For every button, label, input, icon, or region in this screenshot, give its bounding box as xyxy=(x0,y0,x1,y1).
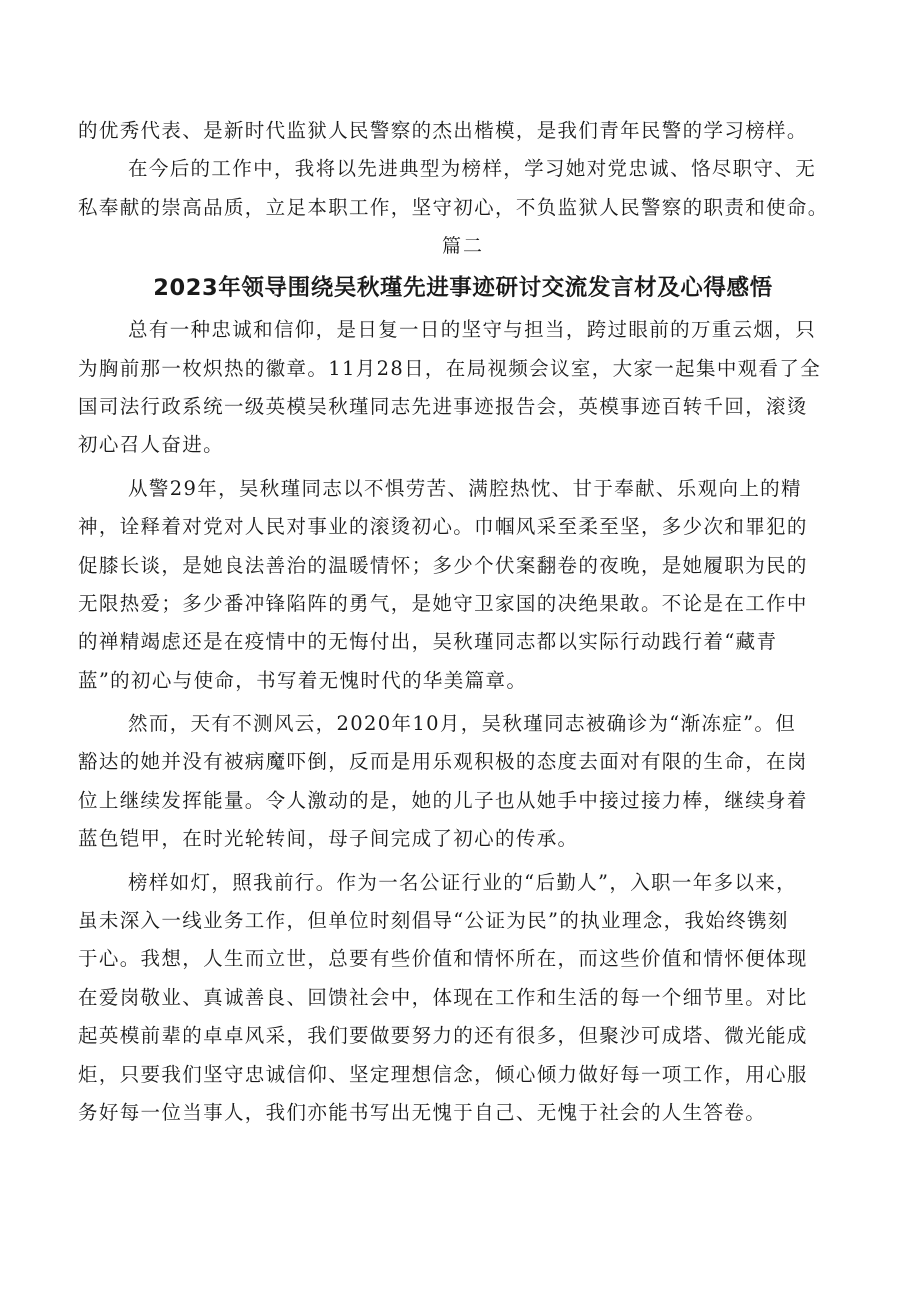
intro-paragraph-2 xyxy=(78,150,848,227)
text-line: 无限热爱；多少番冲锋陷阵的勇气，是她守卫家国的决绝果敢。不论是在工作中 xyxy=(78,591,808,615)
intro-paragraph-1 xyxy=(78,112,848,150)
paragraph-3 xyxy=(78,705,848,859)
section-label: 篇二 xyxy=(441,235,484,258)
text-line: 蓝色铠甲，在时光轮转间，母子间完成了初心的传承。 xyxy=(78,827,579,851)
text-line: 私奉献的崇高品质，立足本职工作，坚守初心，不负监狱人民警察的职责和使命。 xyxy=(78,195,829,219)
text-line: 的禅精竭虑还是在疫情中的无悔付出，吴秋瑾同志都以实际行动践行着“藏青 xyxy=(78,630,778,654)
text-line: 炬，只要我们坚守忠诚信仰、坚定理想信念，倾心倾力做好每一项工作，用心服 xyxy=(78,1062,808,1086)
text-line: 在今后的工作中，我将以先进典型为榜样，学习她对党忠诚、恪尽职守、无 xyxy=(128,157,817,181)
text-line: 起英模前辈的卓卓风采，我们要做要努力的还有很多，但聚沙可成塔、微光能成 xyxy=(78,1024,808,1048)
text-line: 于心。我想，人生而立世，总要有些价值和情怀所在，而这些价值和情怀便体现 xyxy=(78,947,808,971)
text-line: 蓝”的初心与使命，书写着无愧时代的华美篇章。 xyxy=(78,668,528,692)
text-line: 在爱岗敬业、真诚善良、回馈社会中，体现在工作和生活的每一个细节里。对比 xyxy=(78,985,808,1009)
text-line: 从警29年，吴秋瑾同志以不惧劳苦、满腔热忱、甘于奉献、乐观向上的精 xyxy=(128,476,802,500)
text-line: 国司法行政系统一级英模吴秋瑾同志先进事迹报告会，英模事迹百转千回，滚烫 xyxy=(78,394,808,418)
text-line: 位上继续发挥能量。令人激动的是，她的儿子也从她手中接过接力棒，继续身着 xyxy=(78,788,808,812)
text-line: 务好每一位当事人，我们亦能书写出无愧于自己、无愧于社会的人生答卷。 xyxy=(78,1100,767,1124)
text-line: 虽未深入一线业务工作，但单位时刻倡导“公证为民”的执业理念，我始终镌刻 xyxy=(78,909,789,933)
text-line: 促膝长谈，是她良法善治的温暖情怀；多少个伏案翻卷的夜晚，是她履职为民的 xyxy=(78,553,808,577)
text-line: 榜样如灯，照我前行。作为一名公证行业的“后勤人”，入职一年多以来， xyxy=(128,870,797,894)
paragraph-2 xyxy=(78,470,848,700)
text-line: 的优秀代表、是新时代监狱人民警察的杰出楷模，是我们青年民警的学习榜样。 xyxy=(78,119,808,142)
text-line: 神，诠释着对党对人民对事业的滚烫初心。巾帼风采至柔至坚，多少次和罪犯的 xyxy=(78,515,808,539)
paragraph-4 xyxy=(78,864,848,1133)
text-line: 然而，天有不测风云，2020年10月，吴秋瑾同志被确诊为“渐冻症”。但 xyxy=(128,712,797,736)
text-line: 豁达的她并没有被病魔吓倒，反而是用乐观积极的态度去面对有限的生命，在岗 xyxy=(78,750,808,774)
text-line: 为胸前那一枚炽热的徽章。11月28日，在局视频会议室，大家一起集中观看了全 xyxy=(78,356,822,380)
text-line: 初心召人奋进。 xyxy=(78,433,224,457)
text-line: 总有一种忠诚和信仰，是日复一日的坚守与担当，跨过眼前的万重云烟，只 xyxy=(128,318,817,342)
paragraph-1 xyxy=(78,311,848,465)
document-page xyxy=(78,112,848,1132)
document-title: 2023年领导围绕吴秋瑾先进事迹研讨交流发言材及心得感悟 xyxy=(153,275,773,302)
